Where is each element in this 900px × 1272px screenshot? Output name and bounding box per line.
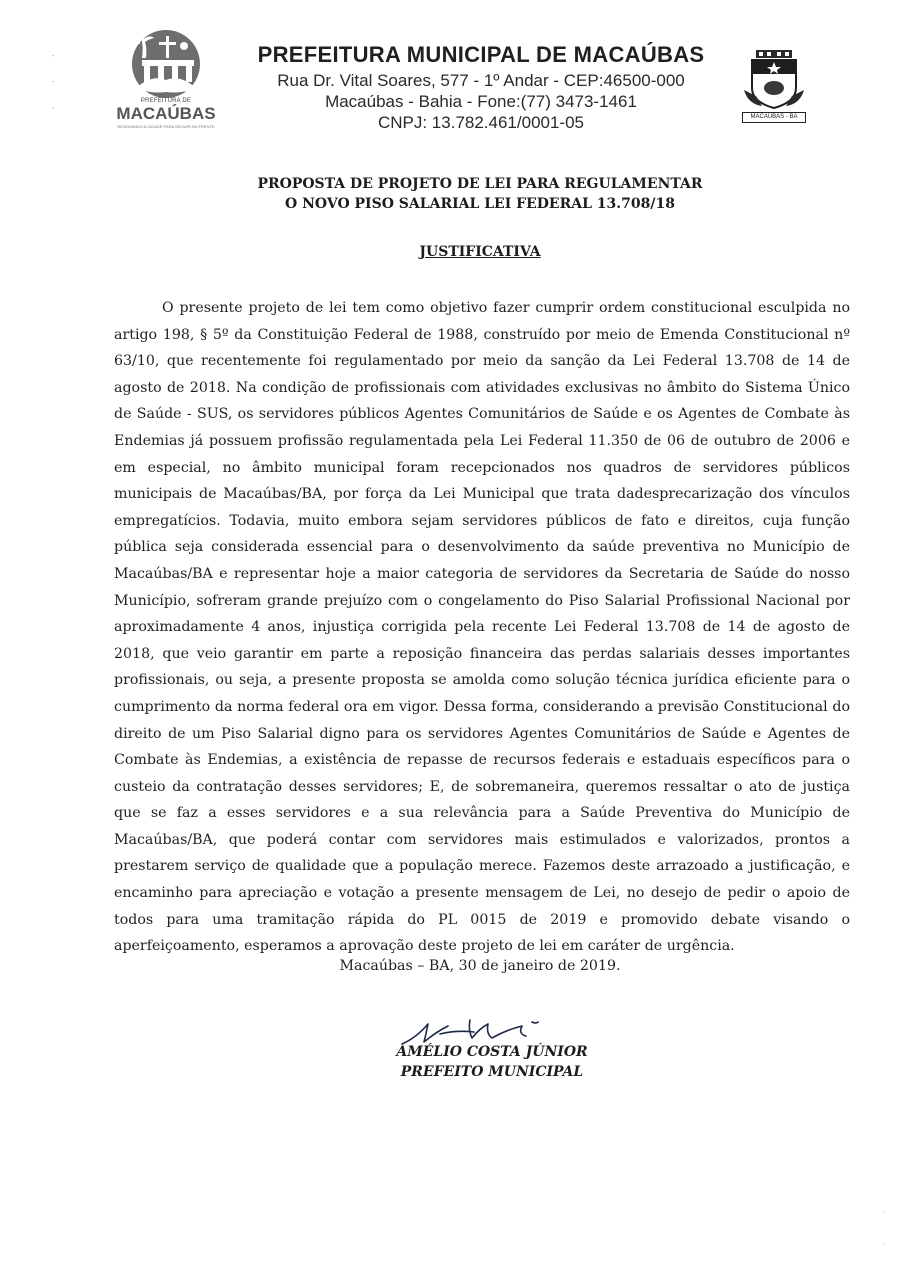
signer-block <box>392 1042 592 1082</box>
scan-edge-marks: - - <box>882 1209 884 1247</box>
letterhead <box>226 40 736 133</box>
coat-of-arms <box>742 50 806 126</box>
crest-label: MACAÚBAS - BA <box>742 112 806 123</box>
logo-caption-tiny: RENOVANDO A CIDADE PARA SEGUIR EM FRENTE <box>117 124 215 129</box>
letterhead-title: PREFEITURA MUNICIPAL DE MACAÚBAS <box>257 42 705 67</box>
letterhead-city-phone: Macaúbas - Bahia - Fone:(77) 3473-1461 <box>325 92 637 111</box>
signer-role: PREFEITO MUNICIPAL <box>400 1064 584 1080</box>
logo-caption-big: MACAÚBAS <box>116 104 216 123</box>
scan-margin-marks: - - - <box>52 53 55 112</box>
document-title-line-1: PROPOSTA DE PROJETO DE LEI PARA REGULAMENTAR <box>257 176 703 192</box>
municipality-logo <box>112 30 220 130</box>
justification-paragraph: O presente projeto de lei tem como objetivo fazer cumprir ordem constitucional esculpida no artigo 198, § 5º da Constituição Federal de 1988, construído por meio de Emenda Constitucional nº 63/10, que recentemente foi regulamentado por meio da sanção da Lei Federal 13.708 de 14 de agosto de 2018. Na condição de profissionais com atividades exclusivas no âmbito do Sistema Único de Saúde - SUS, os servidores públicos Agentes Comunitários de Saúde e os Agentes de Combate às Endemias já possuem profissão regulamentada pela Lei Federal 11.350 de 06 de outubro de 2006 e em especial, no âmbito municipal foram recepcionados nos quadros de servidores públicos municipais de Macaúbas/BA, por força da Lei Municipal que trata dadesprecarização dos vínculos empregatícios. Todavia, muito embora sejam servidores públicos de fato e direitos, cuja função pública seja considerada essencial para o desenvolvimento da saúde preventiva no Município de Macaúbas/BA e representar hoje a maior categoria de servidores da Secretaria de Saúde do nosso Município, sofreram grande prejuízo com o congelamento do Piso Salarial Profissional Nacional por aproximadamente 4 anos, injustiça corrigida pela recente Lei Federal 13.708 de 14 de agosto de 2018, que veio garantir em parte a reposição financeira das perdas salariais desses importantes profissionais, ou seja, a presente proposta se amolda como solução técnica jurídica eficiente para o cumprimento da norma federal ora em vigor. Dessa forma, considerando a previsão Constitucional do direito de um Piso Salarial digno para os servidores Agentes Comunitários de Saúde e Agentes de Combate às Endemias, a existência de repasse de recursos federais e estaduais específicos para o custeio da contratação desses servidores; E, de sobremaneira, queremos ressaltar o ato de justiça que se faz a esses servidores e a sua relevância para a Saúde Preventiva do Município de Macaúbas/BA, que poderá contar com servidores mais estimulados e valorizados, prontos a prestarem serviço de qualidade que a população merece. Fazemos deste arrazoado a justificação, e encaminho para apreciação e votação a presente mensagem de Lei, no desejo de pedir o apoio de todos para uma tramitação rápida do PL 0015 de 2019 e promovido debate visando o aperfeiçoamento, esperamos a aprovação deste projeto de lei em caráter de urgência. <box>114 300 850 955</box>
logo-caption-small: PREFEITURA DE <box>140 98 192 104</box>
coat-of-arms-icon <box>742 50 806 112</box>
signer-name: AMÉLIO COSTA JÚNIOR <box>396 1044 588 1060</box>
section-heading: JUSTIFICATIVA <box>419 244 541 260</box>
letterhead-address: Rua Dr. Vital Soares, 577 - 1º Andar - CEP:46500-000 <box>277 71 685 90</box>
document-title-line-2: O NOVO PISO SALARIAL LEI FEDERAL 13.708/18 <box>285 196 675 212</box>
date-line: Macaúbas – BA, 30 de janeiro de 2019. <box>339 958 621 974</box>
municipality-logo-emblem-icon <box>112 30 220 100</box>
document-title <box>180 174 780 214</box>
letterhead-cnpj: CNPJ: 13.782.461/0001-05 <box>377 113 585 132</box>
